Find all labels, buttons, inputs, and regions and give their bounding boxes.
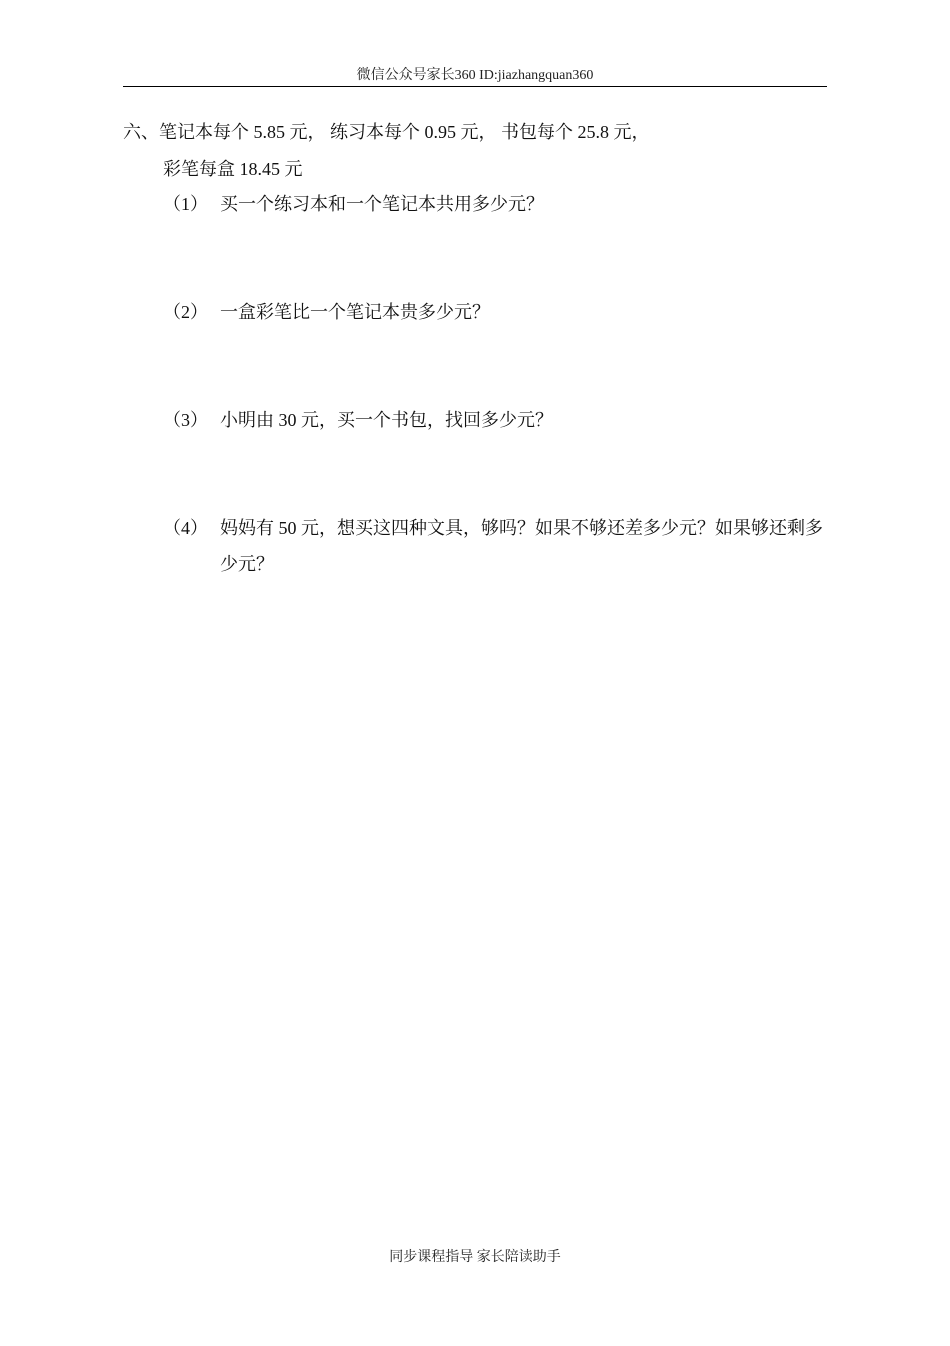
page-header: 微信公众号家长360 ID:jiazhangquan360 xyxy=(356,68,594,83)
question-number: （2） xyxy=(163,302,208,322)
problem-intro-line-2: 彩笔每盒 18.45 元 xyxy=(163,159,303,179)
question-text: 买一个练习本和一个笔记本共用多少元？ xyxy=(220,194,544,214)
question-text: 一盒彩笔比一个笔记本贵多少元？ xyxy=(220,302,490,322)
question-text: 小明由 30 元，买一个书包，找回多少元？ xyxy=(220,410,553,430)
question-number: （1） xyxy=(163,194,208,214)
question-number: （4） xyxy=(163,518,208,538)
question-text: 妈妈有 50 元，想买这四种文具，够吗？如果不够还差多少元？如果够还剩多少元？ xyxy=(220,518,823,574)
problem-intro-line-1: 六、笔记本每个 5.85 元， 练习本每个 0.95 元， 书包每个 25.8 元， xyxy=(123,122,650,142)
question-number: （3） xyxy=(163,410,208,430)
header-divider xyxy=(123,86,827,87)
page-footer: 同步课程指导 家长陪读助手 xyxy=(389,1250,561,1265)
